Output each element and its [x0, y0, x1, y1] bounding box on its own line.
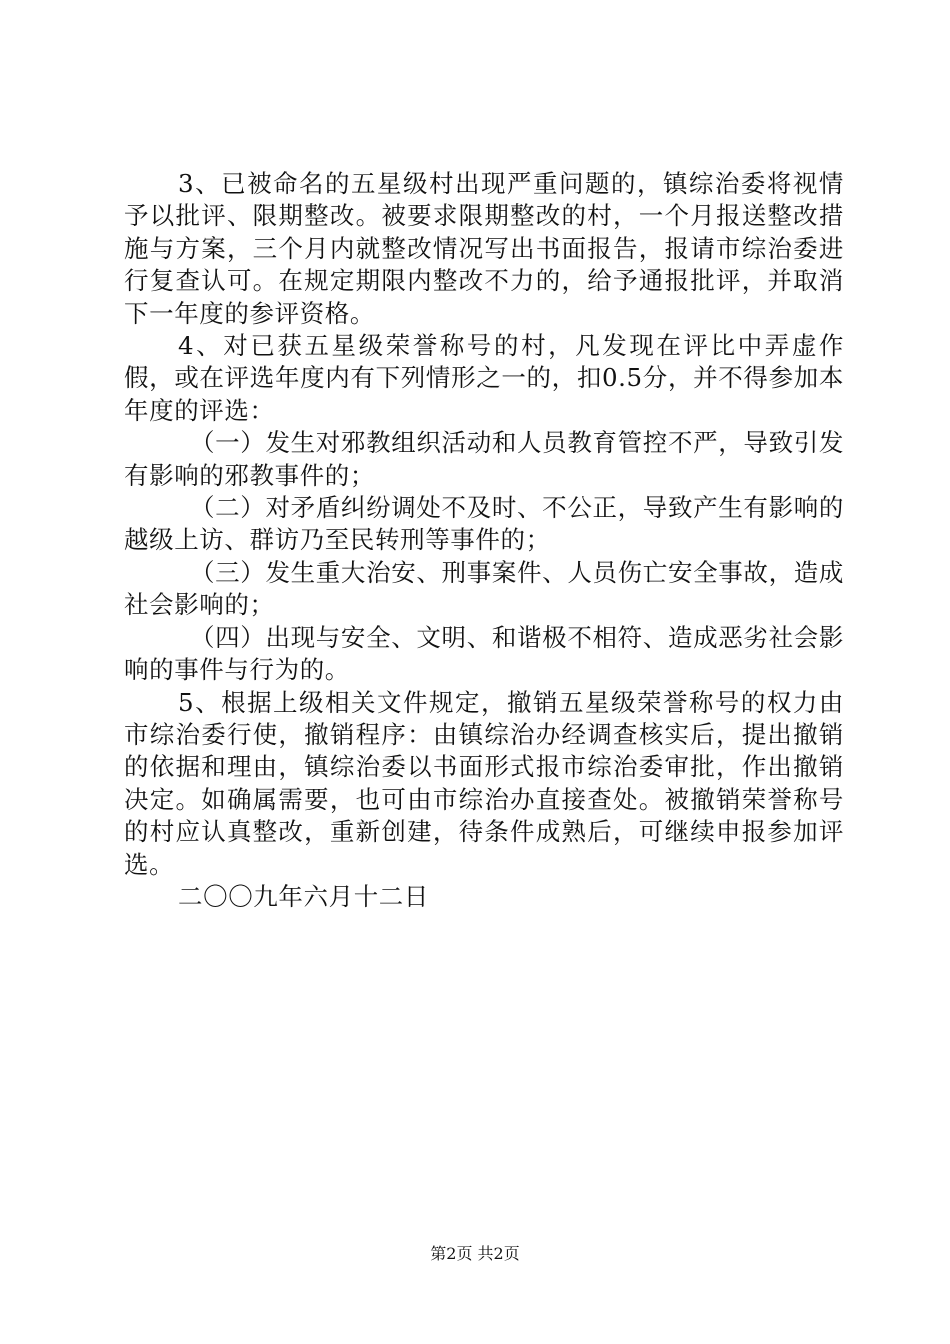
paragraph-item-5: 5、根据上级相关文件规定，撤销五星级荣誉称号的权力由市综治委行使，撤销程序：由镇综治办经调查核实后，提出撤销的依据和理由，镇综治委以书面形式报市综治委审批，作出撤销决定。如确属需要，也可由市综治办直接查处。被撤销荣誉称号的村应认真整改，重新创建，待条件成熟后，可继续申报参加评选。	[124, 687, 844, 879]
sub-item-3: （三）发生重大治安、刑事案件、人员伤亡安全事故，造成社会影响的；	[124, 557, 844, 620]
paragraph-item-3: 3、已被命名的五星级村出现严重问题的，镇综治委将视情予以批评、限期整改。被要求限期整改的村，一个月报送整改措施与方案，三个月内就整改情况写出书面报告，报请市综治委进行复查认可。在规定期限内整改不力的，给予通报批评，并取消下一年度的参评资格。	[124, 169, 844, 328]
page-footer: 第2页 共2页	[430, 1244, 520, 1263]
paragraph-item-4: 4、对已获五星级荣誉称号的村，凡发现在评比中弄虚作假，或在评选年度内有下列情形之一的，扣0.5分，并不得参加本年度的评选：	[124, 331, 844, 425]
sub-item-1: （一）发生对邪教组织活动和人员教育管控不严，导致引发有影响的邪教事件的；	[124, 428, 844, 490]
sub-item-4: （四）出现与安全、文明、和谐极不相符、造成恶劣社会影响的事件与行为的。	[124, 622, 844, 685]
sub-item-2: （二）对矛盾纠纷调处不及时、不公正，导致产生有影响的越级上访、群访乃至民转刑等事件的；	[124, 493, 844, 555]
document-body	[124, 168, 844, 913]
document-date: 二〇〇九年六月十二日	[178, 881, 429, 911]
